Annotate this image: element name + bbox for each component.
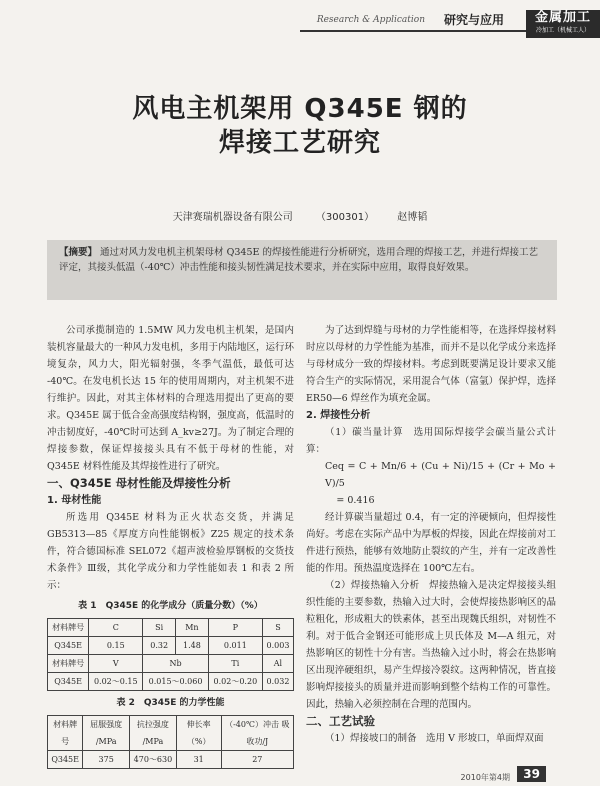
abstract-box <box>47 240 557 300</box>
intro-paragraph: 公司承揽制造的 1.5MW 风力发电机主机架，是国内装机容量最大的一种风力发电机，多用于内陆地区，运行环境复杂，风力大，阳光辐射强，冬季气温低，最低可达 -40℃。在发电机长达 15 年的使用周期内，对主机架不进行维护。因此，对其主体材料的合理选用提出了更高的要求。Q345E 属于低合金高强度结构钢，强度高，低温时的冲击韧度好，-40℃时可达到 A_kv≥27J。为了制定合理的焊接参数，保证焊接接头具有不低于母材的性能，对 Q345E 材料性能及其焊接性进行了研究。 <box>47 325 295 472</box>
table-row <box>48 673 294 691</box>
table-cell: 27 <box>221 751 293 769</box>
table-cell: 0.011 <box>208 637 262 655</box>
table-cell: Ti <box>208 655 262 673</box>
table-cell: P <box>208 619 262 637</box>
table-cell: 0.032 <box>262 673 293 691</box>
table-cell: 31 <box>176 751 221 769</box>
table-cell: Al <box>262 655 293 673</box>
abstract-text: 通过对风力发电机主机架母材 Q345E 的焊接性能进行分析研究，选用合理的焊接工艺，并进行焊接工艺评定，其接头低温（-40℃）冲击性能和接头韧性满足技术要求，并在实际中应用，取得良好效果。 <box>59 247 538 273</box>
formula-result: = 0.416 <box>336 495 375 506</box>
abstract-label: 【摘要】 <box>59 247 98 258</box>
journal-issue: 2010年第4期 <box>460 773 510 782</box>
article-title-line1: 风电主机架用 Q345E 钢的 <box>132 94 468 124</box>
table-cell: （-40℃）冲击 吸收功/J <box>221 716 293 751</box>
table-cell: 屈服强度 /MPa <box>83 716 130 751</box>
table-cell: 1.48 <box>176 637 209 655</box>
table-cell: Nb <box>143 655 208 673</box>
logo-sub: 冷加工（机械工人） <box>535 27 590 34</box>
table-row <box>48 751 294 769</box>
table-cell: S <box>262 619 293 637</box>
table-cell: C <box>89 619 143 637</box>
table-row <box>48 637 294 655</box>
base-metal-paragraph: 所选用 Q345E 材料为正火状态交货，并满足 GB5313—85《厚度方向性能钢板》Z25 规定的技术条件，符合德国标准 SEL072《超声波检验厚钢板的交货技术条件》Ⅲ级，其化学成分和力学性能如表 1 和表 2 所示： <box>47 512 294 591</box>
header-rule <box>300 30 548 32</box>
table1-caption: 表 1 Q345E 的化学成分（质量分数）（%） <box>78 601 263 611</box>
section-heading-1: 一、Q345E 母材性能及焊接性分析 <box>47 476 231 490</box>
author-org: 天津赛瑞机器设备有限公司 <box>172 212 293 223</box>
table-cell: V <box>89 655 143 673</box>
author-postcode: （300301） <box>315 212 375 223</box>
section-label-en: Research & Application <box>316 15 425 25</box>
heat-input-paragraph: （2）焊接热输入分析 焊接热输入是决定焊接接头组织性能的主要参数，热输入过大时，会使焊接热影响区的晶粒粗化，形成粗大的铁素体，甚至出现魏氏组织，对韧性不利。对于低合金钢还可能形成上贝氏体及 M—A 组元，对热影响区的韧性十分有害。当热输入过小时，将会在热影响区出现淬硬组织，易产生焊接冷裂纹。这两种情况，皆直接影响焊接接头的质量并进而影响到整个结构工作的可靠性。因此，热输入必须控制在合理的范围内。 <box>306 580 556 710</box>
author-line <box>0 208 600 223</box>
table-cell: 材料牌号 <box>48 716 83 751</box>
table-row <box>48 655 294 673</box>
table-cell: Q345E <box>48 673 89 691</box>
table2-caption: 表 2 Q345E 的力学性能 <box>116 698 225 708</box>
subheading-weldability: 2. 焊接性分析 <box>306 410 371 421</box>
table-cell: 抗拉强度 /MPa <box>130 716 177 751</box>
subheading-base-metal: 1. 母材性能 <box>47 495 102 506</box>
table1-chemical-composition <box>47 618 294 691</box>
table-cell: 0.32 <box>143 637 176 655</box>
author-name: 赵博韬 <box>397 212 428 223</box>
table-cell: 470～630 <box>130 751 177 769</box>
section-label-cn: 研究与应用 <box>443 13 504 27</box>
table-cell: 0.02～0.20 <box>208 673 262 691</box>
table2-mechanical-properties <box>47 715 294 769</box>
table-cell: 0.015～0.060 <box>143 673 208 691</box>
article-title-line2: 焊接工艺研究 <box>218 128 381 158</box>
groove-prep-paragraph: （1）焊接坡口的制备 选用 V 形坡口，单面焊双面 <box>325 733 544 744</box>
table-cell: Si <box>143 619 176 637</box>
table-cell: 伸长率 （%） <box>176 716 221 751</box>
table-cell: 0.15 <box>89 637 143 655</box>
table-cell: 0.02～0.15 <box>89 673 143 691</box>
table-cell: Mn <box>176 619 209 637</box>
logo-main: 金属加工 <box>534 10 591 25</box>
table-cell: 材料牌号 <box>48 619 89 637</box>
table-cell: 375 <box>83 751 130 769</box>
carbon-equivalent-formula: Ceq = C + Mn/6 + (Cu + Ni)/15 + (Cr + Mo + V)/5 <box>325 461 556 489</box>
carbon-equivalent-paragraph: （1）碳当量计算 选用国际焊接学会碳当量公式计算： <box>306 427 556 455</box>
page-header <box>300 10 600 36</box>
left-column <box>47 322 294 769</box>
table-row <box>48 619 294 637</box>
table-cell: 材料牌号 <box>48 655 89 673</box>
journal-logo <box>526 10 600 38</box>
page-footer <box>300 764 600 786</box>
table-row <box>48 716 294 751</box>
section-heading-2: 二、工艺试验 <box>306 714 375 728</box>
preheat-paragraph: 经计算碳当量超过 0.4，有一定的淬硬倾向，但焊接性尚好。考虑在实际产品中为厚板的焊接，因此在焊接前对工件进行预热，能够有效地防止裂纹的产生，并有一定改善性能的作用。预热温度选择在 100℃左右。 <box>306 512 556 574</box>
right-column <box>306 322 556 747</box>
table-cell: 0.003 <box>262 637 293 655</box>
table-cell: Q345E <box>48 637 89 655</box>
table-cell: Q345E <box>48 751 83 769</box>
page-number: 39 <box>517 766 546 782</box>
filler-metal-paragraph: 为了达到焊缝与母材的力学性能相等，在选择焊接材料时应以母材的力学性能为基准，而并不是以化学成分来选择与母材成分一致的焊接材料。考虑到既要满足设计要求又能符合生产的实际情况，采用混合气体（富氩）保护焊，选择 ER50—6 焊丝作为填充金属。 <box>306 325 556 404</box>
